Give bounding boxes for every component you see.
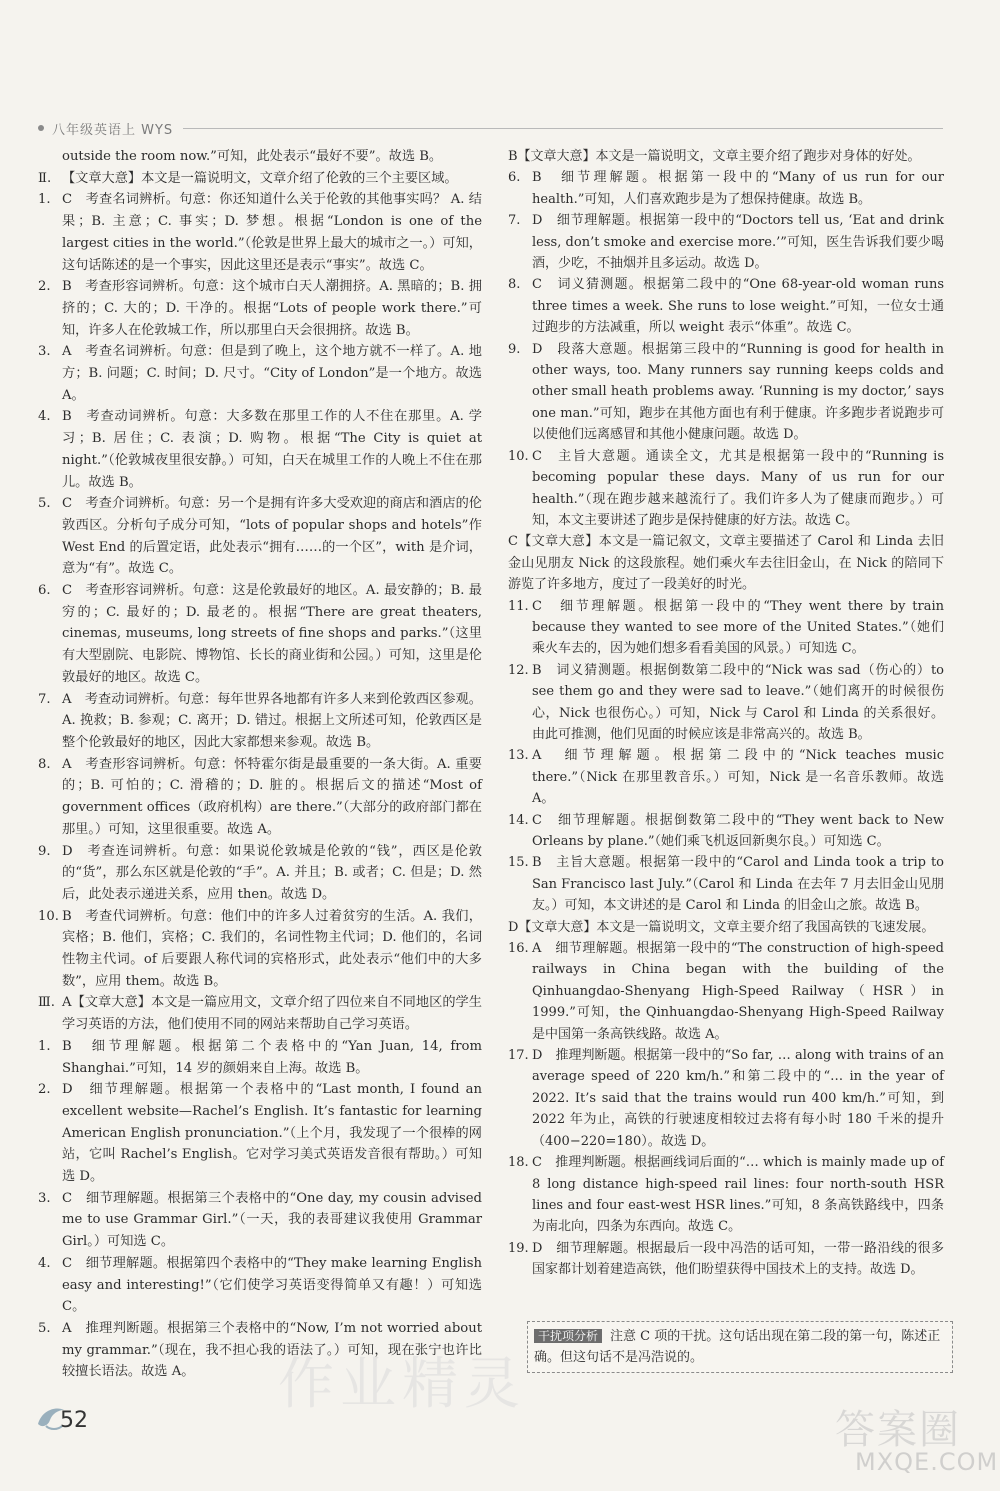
item-number: 6. <box>38 583 51 599</box>
tip-text: 注意 C 项的干扰。这句话出现在第二段的第一句，陈述正确。但这句话不是冯浩说的。 <box>534 1329 941 1365</box>
answer-watermark: 答案圈 <box>835 1407 961 1453</box>
section-summary: D【文章大意】本文是一篇说明文，文章主要介绍了我国高铁的飞速发展。 <box>508 919 935 935</box>
answer-item <box>508 210 944 274</box>
item-text: A【文章大意】本文是一篇应用文，文章介绍了四位来自不同地区的学生学习英语的方法，他们使用不同的网站来帮助自己学习英语。 <box>62 995 482 1033</box>
answer-item <box>38 341 482 406</box>
item-text: A 推理判断题。根据第三个表格中的“Now, I’m not worried about my grammar.”（现在，我不担心我的语法了。）可知，现在张宁也许比较擅长语法。故选 A。 <box>62 1320 482 1380</box>
answer-item <box>38 906 482 993</box>
item-text: C 考查介词辨析。句意：另一个是拥有许多大受欢迎的商店和酒店的伦敦西区。分析句子成分可知，“lots of popular shops and hotels”作 West End 的后置定语，此处表示“拥有……的一个区”，with 是介词，意为“有”。故选 C。 <box>62 496 482 577</box>
answer-item <box>508 446 944 532</box>
item-number: 2. <box>38 279 51 295</box>
item-number: 15. <box>508 855 529 871</box>
item-number: 6. <box>508 170 521 186</box>
item-text: C 细节理解题。根据第三个表格中的“One day, my cousin advised me to use Grammar Girl.”（一天，我的表哥建议我使用 Grammar Girl。）可知选 C。 <box>62 1190 482 1250</box>
section-summary: B【文章大意】本文是一篇说明文，文章主要介绍了跑步对身体的好处。 <box>508 149 921 164</box>
section-summary: C【文章大意】本文是一篇记叙文，文章主要描述了 Carol 和 Linda 去旧金山见朋友 Nick 的这段旅程。她们乘火车去往旧金山，在 Nick 的陪同下游览了许多地方，度过了一段美好的时光。 <box>508 534 944 593</box>
answer-item <box>38 189 482 276</box>
item-text: C 词义猜测题。根据第二段中的“One 68-year-old woman runs three times a week. She runs to lose weight.”可知，一位女士通过跑步的方法减重，所以 weight 表示“体重”。故选 C。 <box>532 277 944 336</box>
item-text: A 考查形容词辨析。句意：怀特霍尔街是最重要的一条大街。A. 重要的；B. 可怕的；C. 滑稽的；D. 脏的。根据后文的描述“Most of government offices（政府机构）are there.”（大部分的政府部门都在那里。）可知，这里很重要。故选 A。 <box>62 756 482 837</box>
item-number: 13. <box>508 748 529 764</box>
item-text: C 细节理解题。根据第一段中的“They went there by train because they wanted to see more of the United States.”（她们乘火车去的，因为她们想多看看美国的风景。）可知选 C。 <box>532 598 944 657</box>
answer-item <box>508 660 944 746</box>
answer-item <box>508 1045 944 1152</box>
item-text: C 细节理解题。根据第四个表格中的“They make learning English easy and interesting!”（它们使学习英语变得简单又有趣！）可知选 C。 <box>62 1255 482 1315</box>
item-number: 4. <box>38 1255 51 1271</box>
answer-item <box>508 1152 944 1238</box>
item-number: 11. <box>508 598 529 614</box>
answer-item <box>38 276 482 341</box>
item-number: 19. <box>508 1240 529 1256</box>
answer-item <box>38 754 482 841</box>
item-text: C 主旨大意题。通读全文，尤其是根据第一段中的“Running is becoming popular these days. Many of us run for our health.”（现在跑步越来越流行了。我们许多人为了健康而跑步。）可知，本文主要讲述了跑步是保持健康的好方法。故选 C。 <box>532 448 944 528</box>
item-text: D 考查连词辨析。句意：如果说伦敦城是伦敦的“钱”，西区是伦敦的“货”，那么东区就是伦敦的“手”。A. 并且；B. 或者；C. 但是；D. 然后，此处表示递进关系，应用 then。故选 D。 <box>62 843 482 902</box>
answer-item <box>508 938 944 1045</box>
answer-item <box>38 841 482 906</box>
answer-item <box>508 596 944 660</box>
item-text: D 推理判断题。根据第一段中的“So far, … along with trains of an average speed of 220 km/h.”和第二段中的“… in the year of 2022. It’s said that the trains would run 400 km/h.”可知，到 2022 年为止，高铁的行驶速度相较过去将有每小时 180 千米的提升（400−220=180）。故选 D。 <box>532 1048 944 1149</box>
item-number: 4. <box>38 409 51 425</box>
item-number: 7. <box>508 213 521 229</box>
item-number: 1. <box>38 1038 51 1054</box>
item-number: 5. <box>38 496 51 512</box>
item-number: 1. <box>38 192 51 208</box>
answer-item <box>508 810 944 853</box>
item-number: 7. <box>38 691 51 707</box>
item-number: 5. <box>38 1320 51 1336</box>
item-text: C 考查形容词辨析。句意：这是伦敦最好的地区。A. 最安静的；B. 最穷的；C. 最好的；D. 最老的。根据“There are great theaters, cinemas, museums, long streets of fine shops and parks.”（这里有大型剧院、电影院、博物馆、长长的商业街和公园。）可知，这里是伦敦最好的地区。故选 C。 <box>62 583 482 685</box>
item-number: 10. <box>38 908 59 924</box>
answer-item <box>38 1036 482 1079</box>
page-header <box>38 116 943 140</box>
item-number: 17. <box>508 1048 529 1064</box>
item-number: 14. <box>508 812 529 828</box>
answer-item <box>38 1079 482 1188</box>
item-text: C 细节理解题。根据倒数第二段中的“They went back to New Orleans by plane.”（她们乘飞机返回新奥尔良。）可知选 C。 <box>532 812 944 849</box>
item-text: A 细节理解题。根据第二段中的“Nick teaches music there.”（Nick 在那里教音乐。）可知，Nick 是一名音乐教师。故选 A。 <box>532 748 944 807</box>
page-number: 52 <box>60 1408 88 1433</box>
answer-item <box>508 745 944 809</box>
bullet-icon <box>38 125 44 131</box>
right-column <box>508 146 944 1281</box>
answer-item <box>38 1253 482 1318</box>
item-text: B 考查代词辨析。句意：他们中的许多人过着贫穷的生活。A. 我们，宾格；B. 他们，宾格；C. 我们的，名词性物主代词；D. 他们的，名词性物主代词。of 后要跟人称代词的宾格形式，此处表示“他们中的大多数”，应用 them。故选 B。 <box>62 908 483 989</box>
section-summary <box>38 168 482 190</box>
item-number: 3. <box>38 1190 51 1206</box>
answer-item <box>508 852 944 916</box>
item-number: 3. <box>38 344 51 360</box>
item-number: 9. <box>508 341 521 357</box>
item-text: B 主旨大意题。根据第一段中的“Carol and Linda took a trip to San Francisco last July.”（Carol 和 Linda 在去年 7 月去旧金山见朋友。）可知，本文讲述的是 Carol 和 Linda 的旧金山之旅。故选 B。 <box>532 855 944 914</box>
continued-text: outside the room now.”可知，此处表示“最好不要”。故选 B。 <box>62 149 443 164</box>
item-text: B 细节理解题。根据第二个表格中的“Yan Juan, 14, from Shanghai.”可知，14 岁的颜娟来自上海。故选 B。 <box>62 1038 482 1076</box>
section-summary <box>38 992 482 1035</box>
answer-item <box>38 580 482 689</box>
item-text: D 细节理解题。根据第一个表格中的“Last month, I found an excellent website—Rachel’s English. It’s fantastic for learning American English pronunciation.”（上个月，我发现了一个很棒的网站，它叫 Rachel’s English。它对学习美式英语发音很有帮助。）可知选 D。 <box>62 1082 482 1185</box>
distractor-analysis-box <box>527 1321 953 1373</box>
item-text: B 考查动词辨析。句意：大多数在那里工作的人不住在那里。A. 学习；B. 居住；C. 表演；D. 购物。根据“The City is quiet at night.”（伦敦城夜里很安静。）可知，白天在城里工作的人晚上不住在那儿。故选 B。 <box>62 409 482 490</box>
item-number: 10. <box>508 448 529 464</box>
header-title: 八年级英语上 WYS <box>52 122 174 138</box>
stamp-watermark: 作业精灵 <box>278 1352 526 1417</box>
item-text: C 推理判断题。根据画线词后面的“… which is mainly made up of 8 long distance high-speed rail lines: four north-south HSR lines and four east-west HSR lines.”可知，8 条高铁路线中，四条为南北向，四条为东西向。故选 C。 <box>532 1155 944 1235</box>
answer-item <box>508 167 944 210</box>
answer-item <box>38 406 482 493</box>
item-number: 8. <box>508 277 521 293</box>
item-number: 9. <box>38 843 51 859</box>
item-number: 18. <box>508 1155 529 1171</box>
item-number: 8. <box>38 756 51 772</box>
item-text: B 词义猜测题。根据倒数第二段中的“Nick was sad（伤心的）to see them go and they were sad to leave.”（她们离开的时候很伤心，Nick 也很伤心。）可知，Nick 与 Carol 和 Linda 的关系很好。由此可推测，他们见面的时候应该是非常高兴的。故选 B。 <box>532 662 944 742</box>
item-text: A 考查名词辨析。句意：但是到了晚上，这个地方就不一样了。A. 地方；B. 问题；C. 时间；D. 尺寸。“City of London”是一个地方。故选 A。 <box>62 344 482 403</box>
answer-item <box>38 1188 482 1253</box>
answer-item <box>508 339 944 446</box>
answer-item <box>38 493 482 580</box>
answer-item <box>38 689 482 754</box>
answer-item <box>508 274 944 338</box>
item-text: A 考查动词辨析。句意：每年世界各地都有许多人来到伦敦西区参观。A. 挽救；B. 参观；C. 离开；D. 错过。根据上文所述可知，伦敦西区是整个伦敦最好的地区，因此大家都想来参观。故选 B。 <box>62 691 482 750</box>
item-text: D 细节理解题。根据最后一段中冯浩的话可知，一带一路沿线的很多国家都计划着建造高铁，他们盼望获得中国技术上的支持。故选 D。 <box>532 1240 944 1278</box>
item-text: A 细节理解题。根据第一段中的“The construction of high-speed railways in China began with the building of the Qinhuangdao-Shenyang High-Speed Railway（HSR）in 1999.”可知，the Qinhuangdao-Shenyang High-Speed Railway 是中国第一条高铁线路。故选 A。 <box>532 941 944 1042</box>
left-column <box>38 146 482 1383</box>
item-text: D 细节理解题。根据第一段中的“Doctors tell us, ‘Eat and drink less, don’t smoke and exercise more.’”可知，医生告诉我们要少喝酒，少吃，不抽烟并且多运动。故选 D。 <box>532 213 944 272</box>
tip-title: 干扰项分析 <box>534 1329 602 1343</box>
item-text: B 考查形容词辨析。句意：这个城市白天人潮拥挤。A. 黑暗的；B. 拥挤的；C. 大的；D. 干净的。根据“Lots of people work there.”可知，许多人在伦敦城工作，所以那里白天会很拥挤。故选 B。 <box>62 279 482 338</box>
item-number: Ⅲ. <box>38 995 55 1011</box>
item-number: 16. <box>508 941 529 957</box>
item-text: D 段落大意题。根据第三段中的“Running is good for health in other ways, too. Many runners say running keeps colds and other small heath problems away. ‘Running is my doctor,’ says one man.”可知，跑步在其他方面也有利于健康。许多跑步者说跑步可以使他们远离感冒和其他小健康问题。故选 D。 <box>532 341 944 443</box>
answer-item <box>508 1238 944 1281</box>
item-number: Ⅱ. <box>38 170 52 186</box>
site-watermark: MXQE.COM <box>855 1448 999 1476</box>
item-text: B 细节理解题。根据第一段中的“Many of us run for our health.”可知，人们喜欢跑步是为了想保持健康。故选 B。 <box>532 170 944 207</box>
item-text: C 考查名词辨析。句意：你还知道什么关于伦敦的其他事实吗？ A. 结果；B. 主意；C. 事实；D. 梦想。根据“London is one of the largest cities in the world.”（伦敦是世界上最大的城市之一。）可知，这句话陈述的是一个事实，因此这里还是表示“事实”。故选 C。 <box>62 192 482 273</box>
header-rule <box>183 128 943 129</box>
item-number: 12. <box>508 662 529 678</box>
item-text: 【文章大意】本文是一篇说明文，文章介绍了伦敦的三个主要区域。 <box>62 170 458 186</box>
item-number: 2. <box>38 1082 51 1098</box>
